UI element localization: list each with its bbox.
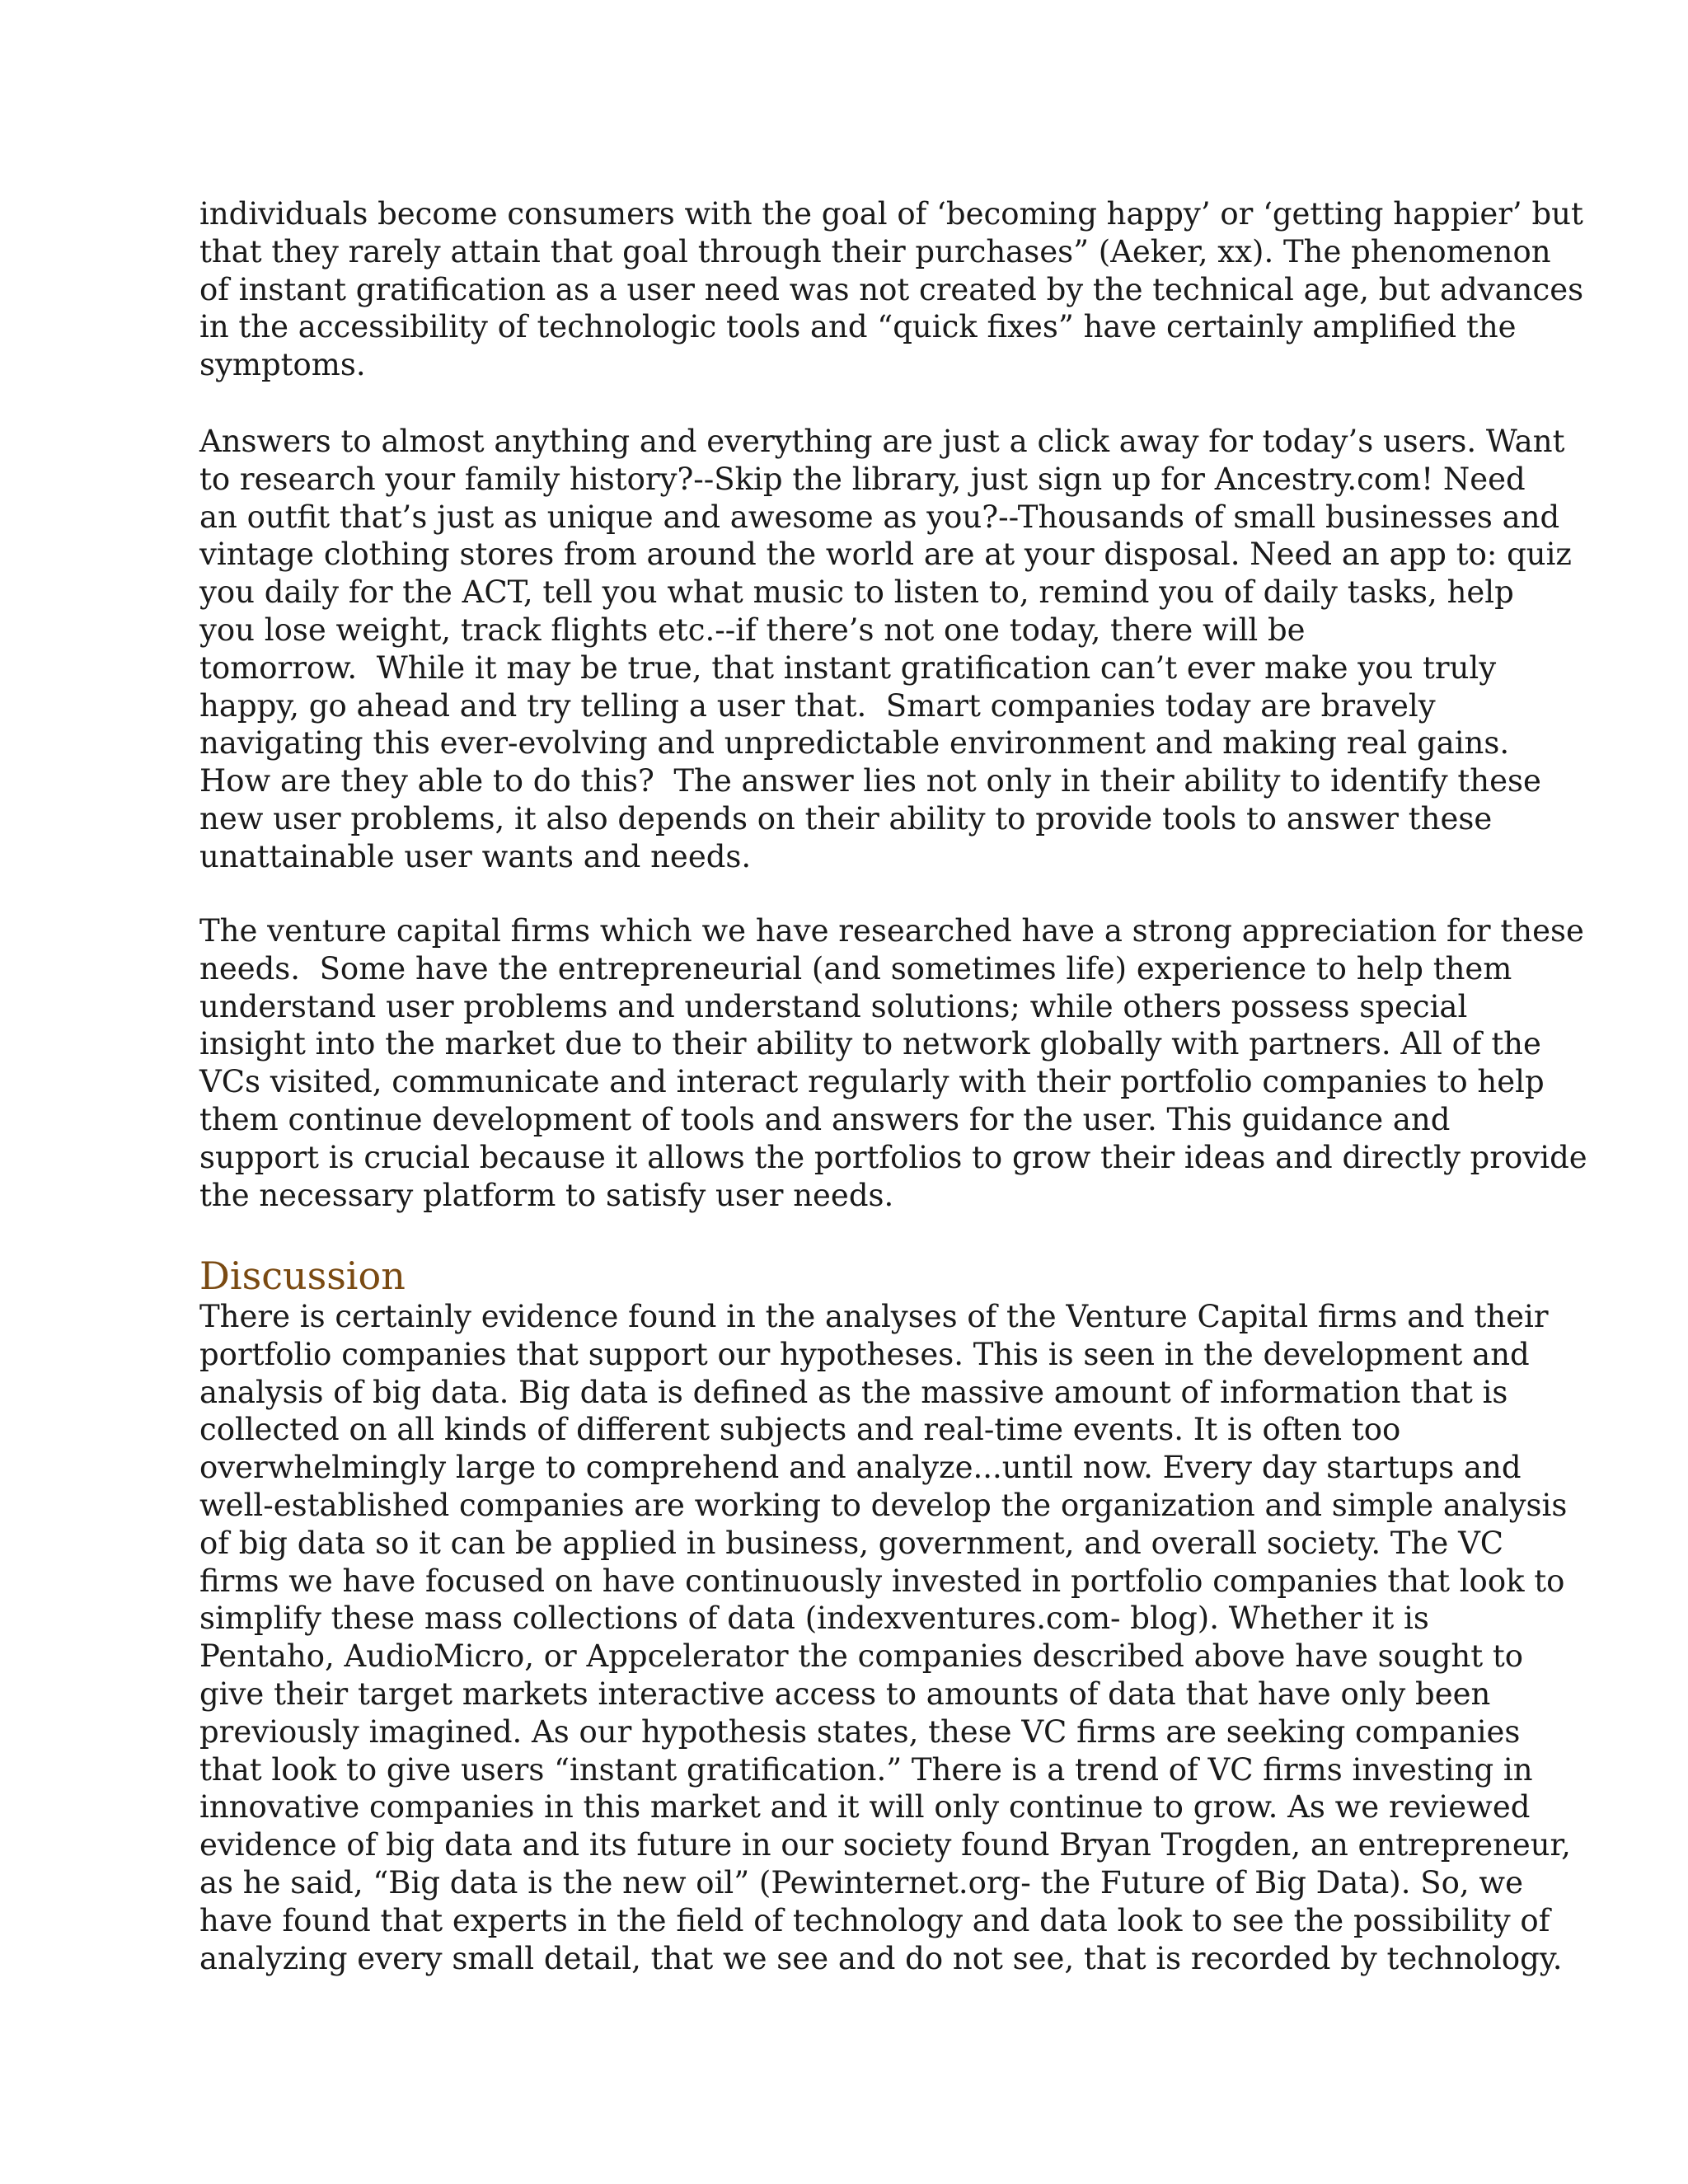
paragraph-discussion-big-data [199,1298,1571,1977]
text-line: of instant gratification as a user need was not created by the technical age, but advances [199,271,1584,307]
text-line: understand user problems and understand solutions; while others possess special [199,988,1468,1024]
text-line: Answers to almost anything and everything are just a click away for today’s users. Want [199,424,1565,459]
text-line: them continue development of tools and answers for the user. This guidance and [199,1101,1451,1137]
text-line: simplify these mass collections of data (indexventures.com- blog). Whether it is [199,1601,1429,1637]
text-line: innovative companies in this market and it will only continue to grow. As we reviewed [199,1789,1531,1825]
text-line: There is certainly evidence found in the analyses of the Venture Capital firms and their [199,1299,1549,1334]
text-line: vintage clothing stores from around the world are at your disposal. Need an app to: quiz [199,537,1572,573]
text-line: navigating this ever-evolving and unpredictable environment and making real gains. [199,725,1510,762]
text-line: give their target markets interactive access to amounts of data that have only been [199,1675,1491,1712]
text-line: portfolio companies that support our hypotheses. This is seen in the development and [199,1336,1530,1372]
text-line: symptoms. [199,347,366,383]
text-line: insight into the market due to their ability to network globally with partners. All of the [199,1026,1541,1062]
text-line: firms we have focused on have continuously invested in portfolio companies that look to [199,1563,1565,1599]
text-line: of big data so it can be applied in business, government, and overall society. The VC [199,1525,1504,1561]
text-line: new user problems, it also depends on their ability to provide tools to answer these [199,800,1493,837]
text-line: happy, go ahead and try telling a user that. Smart companies today are bravely [199,687,1436,724]
text-line: you daily for the ACT, tell you what music to listen to, remind you of daily tasks, help [199,574,1514,611]
text-line: unattainable user wants and needs. [199,838,752,874]
text-line: as he said, “Big data is the new oil” (Pewinternet.org- the Future of Big Data). So, we [199,1864,1523,1900]
discussion-heading: Discussion [199,1254,406,1298]
text-line: VCs visited, communicate and interact regularly with their portfolio companies to help [199,1064,1545,1100]
text-line: well-established companies are working to develop the organization and simple analysis [199,1487,1568,1523]
text-line: in the accessibility of technologic tools and “quick fixes” have certainly amplified the [199,309,1517,345]
paragraph-venture-capital-firms [199,912,1587,1214]
text-line: Pentaho, AudioMicro, or Appcelerator the companies described above have sought to [199,1638,1524,1675]
text-line: How are they able to do this? The answer lies not only in their ability to identify these [199,763,1541,799]
text-line: individuals become consumers with the goal of ‘becoming happy’ or ‘getting happier’ but [199,196,1583,232]
paragraph-answers-click-away [199,423,1572,876]
text-line: the necessary platform to satisfy user needs. [199,1177,894,1213]
text-line: previously imagined. As our hypothesis states, these VC firms are seeking companies [199,1713,1521,1750]
text-line: you lose weight, track flights etc.--if there’s not one today, there will be [199,612,1306,648]
text-line: an outfit that’s just as unique and awesome as you?--Thousands of small businesses and [199,499,1560,535]
text-line: analysis of big data. Big data is defined as the massive amount of information that is [199,1374,1508,1410]
text-line: overwhelmingly large to comprehend and analyze...until now. Every day startups and [199,1450,1522,1486]
text-line: collected on all kinds of different subjects and real-time events. It is often too [199,1412,1401,1448]
text-line: support is crucial because it allows the portfolios to grow their ideas and directly provide [199,1139,1587,1175]
text-line: evidence of big data and its future in our society found Bryan Trogden, an entrepreneur, [199,1827,1571,1863]
text-line: that they rarely attain that goal through their purchases” (Aeker, xx). The phenomenon [199,233,1551,269]
text-line: needs. Some have the entrepreneurial (and sometimes life) experience to help them [199,950,1512,987]
text-line: tomorrow. While it may be true, that instant gratification can’t ever make you truly [199,649,1497,686]
text-line: that look to give users “instant gratification.” There is a trend of VC firms investing in [199,1751,1533,1788]
text-line: The venture capital firms which we have researched have a strong appreciation for these [199,913,1584,949]
paragraph-instant-gratification [199,195,1584,384]
text-line: analyzing every small detail, that we see and do not see, that is recorded by technology. [199,1940,1563,1976]
text-line: have found that experts in the field of technology and data look to see the possibility of [199,1902,1550,1938]
text-line: to research your family history?--Skip the library, just sign up for Ancestry.com! Need [199,461,1526,497]
